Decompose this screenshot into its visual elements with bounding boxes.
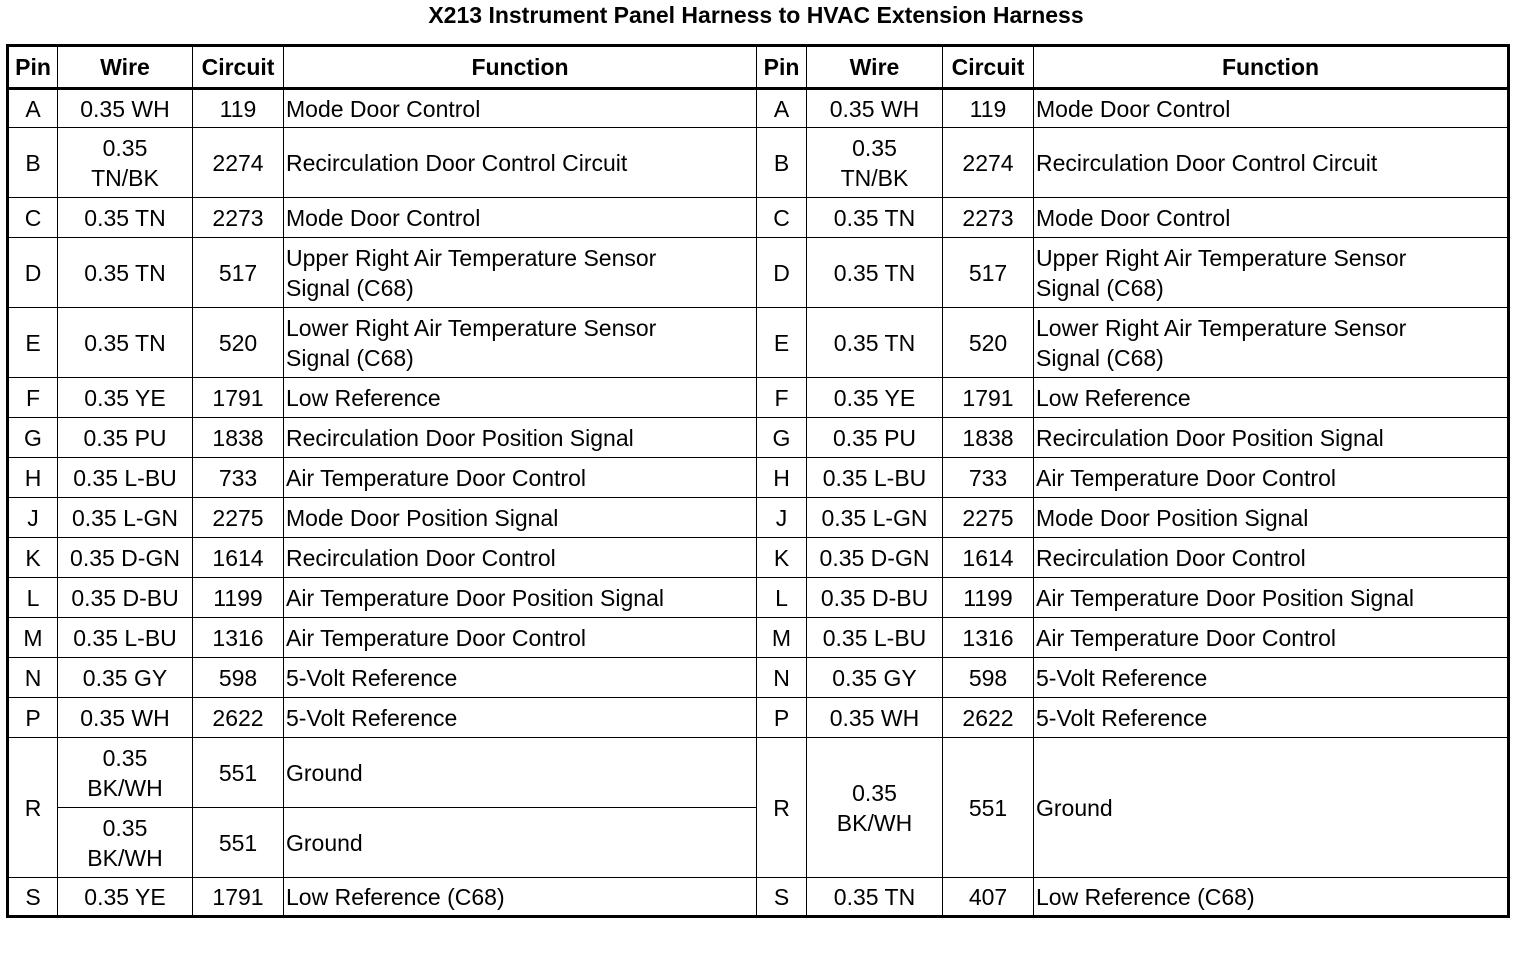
header-row bbox=[8, 46, 1509, 89]
table-row bbox=[8, 878, 1509, 917]
function-cell: Recirculation Door Position Signal bbox=[284, 418, 757, 458]
function-cell: Ground bbox=[1034, 738, 1509, 878]
function-line: Upper Right Air Temperature Sensor bbox=[286, 244, 657, 271]
circuit-cell: 1791 bbox=[193, 878, 284, 917]
table-row bbox=[8, 578, 1509, 618]
circuit-cell: 598 bbox=[193, 658, 284, 698]
circuit-cell: 1838 bbox=[193, 418, 284, 458]
pin-cell: A bbox=[757, 89, 807, 128]
table-row bbox=[8, 198, 1509, 238]
function-cell: Air Temperature Door Control bbox=[284, 618, 757, 658]
function-cell: Recirculation Door Position Signal bbox=[1034, 418, 1509, 458]
header-pin: Pin bbox=[757, 46, 807, 89]
function-line: Upper Right Air Temperature Sensor bbox=[1036, 244, 1407, 271]
table-row bbox=[8, 618, 1509, 658]
circuit-cell: 551 bbox=[193, 738, 284, 808]
pin-cell: J bbox=[8, 498, 58, 538]
function-line: Signal (C68) bbox=[286, 344, 414, 371]
table-row bbox=[8, 738, 1509, 808]
pin-cell: S bbox=[757, 878, 807, 917]
wire-cell bbox=[58, 738, 193, 808]
pin-cell: F bbox=[8, 378, 58, 418]
wire-cell: 0.35 TN bbox=[807, 198, 943, 238]
page-title: X213 Instrument Panel Harness to HVAC Extension Harness bbox=[428, 2, 1084, 28]
wire-cell: 0.35 L-BU bbox=[58, 618, 193, 658]
circuit-cell: 2273 bbox=[193, 198, 284, 238]
circuit-cell: 598 bbox=[943, 658, 1034, 698]
circuit-cell: 119 bbox=[193, 89, 284, 128]
wire-color: BK/WH bbox=[87, 844, 163, 871]
wire-cell bbox=[807, 128, 943, 198]
table-row bbox=[8, 698, 1509, 738]
function-cell: Mode Door Control bbox=[1034, 198, 1509, 238]
function-cell: Mode Door Control bbox=[1034, 89, 1509, 128]
pin-cell: H bbox=[8, 458, 58, 498]
header-circuit: Circuit bbox=[193, 46, 284, 89]
circuit-cell: 119 bbox=[943, 89, 1034, 128]
wire-cell: 0.35 TN bbox=[807, 308, 943, 378]
header-wire: Wire bbox=[58, 46, 193, 89]
function-cell: 5-Volt Reference bbox=[1034, 658, 1509, 698]
pin-cell: S bbox=[8, 878, 58, 917]
function-cell: Recirculation Door Control bbox=[284, 538, 757, 578]
wire-gauge: 0.35 bbox=[102, 134, 148, 161]
pin-cell: P bbox=[757, 698, 807, 738]
pin-cell: M bbox=[8, 618, 58, 658]
pin-cell: K bbox=[8, 538, 58, 578]
function-cell: Mode Door Position Signal bbox=[1034, 498, 1509, 538]
circuit-cell: 1199 bbox=[193, 578, 284, 618]
function-cell: Low Reference (C68) bbox=[1034, 878, 1509, 917]
wire-cell: 0.35 L-BU bbox=[807, 618, 943, 658]
pin-cell: L bbox=[757, 578, 807, 618]
wire-cell: 0.35 L-BU bbox=[807, 458, 943, 498]
function-line: Lower Right Air Temperature Sensor bbox=[286, 314, 657, 341]
function-line: Signal (C68) bbox=[286, 274, 414, 301]
function-cell: Mode Door Control bbox=[284, 89, 757, 128]
function-cell: Air Temperature Door Control bbox=[1034, 618, 1509, 658]
wire-cell: 0.35 D-GN bbox=[807, 538, 943, 578]
pin-cell: G bbox=[8, 418, 58, 458]
table-row bbox=[8, 238, 1509, 308]
circuit-cell: 520 bbox=[193, 308, 284, 378]
header-pin: Pin bbox=[8, 46, 58, 89]
wire-cell: 0.35 TN bbox=[58, 308, 193, 378]
table-row bbox=[8, 89, 1509, 128]
circuit-cell: 2622 bbox=[943, 698, 1034, 738]
wire-cell bbox=[58, 128, 193, 198]
circuit-cell: 1199 bbox=[943, 578, 1034, 618]
circuit-cell: 733 bbox=[193, 458, 284, 498]
function-cell: 5-Volt Reference bbox=[1034, 698, 1509, 738]
wire-cell: 0.35 YE bbox=[58, 878, 193, 917]
connector-pinout-table bbox=[6, 44, 1510, 918]
wire-cell: 0.35 TN bbox=[807, 878, 943, 917]
function-cell: Low Reference bbox=[284, 378, 757, 418]
function-cell: Air Temperature Door Position Signal bbox=[284, 578, 757, 618]
header-function: Function bbox=[1034, 46, 1509, 89]
pin-cell: G bbox=[757, 418, 807, 458]
function-cell: Ground bbox=[284, 738, 757, 808]
function-cell: Low Reference bbox=[1034, 378, 1509, 418]
table-row bbox=[8, 128, 1509, 198]
wire-cell: 0.35 GY bbox=[807, 658, 943, 698]
pin-cell: B bbox=[757, 128, 807, 198]
function-line: Signal (C68) bbox=[1036, 274, 1164, 301]
circuit-cell: 2275 bbox=[193, 498, 284, 538]
function-cell bbox=[284, 308, 757, 378]
table-row bbox=[8, 378, 1509, 418]
circuit-cell: 407 bbox=[943, 878, 1034, 917]
circuit-cell: 1316 bbox=[193, 618, 284, 658]
wire-cell: 0.35 D-BU bbox=[58, 578, 193, 618]
pin-cell: E bbox=[8, 308, 58, 378]
wire-gauge: 0.35 bbox=[102, 744, 148, 771]
function-cell: Recirculation Door Control Circuit bbox=[1034, 128, 1509, 198]
table-row bbox=[8, 308, 1509, 378]
wire-gauge: 0.35 bbox=[102, 814, 148, 841]
wire-cell: 0.35 YE bbox=[807, 378, 943, 418]
table-row bbox=[8, 418, 1509, 458]
function-cell: 5-Volt Reference bbox=[284, 658, 757, 698]
circuit-cell: 1614 bbox=[193, 538, 284, 578]
circuit-cell: 517 bbox=[943, 238, 1034, 308]
pin-cell: B bbox=[8, 128, 58, 198]
wire-color: BK/WH bbox=[87, 774, 163, 801]
wire-cell: 0.35 L-GN bbox=[58, 498, 193, 538]
pin-cell: N bbox=[757, 658, 807, 698]
function-cell: Air Temperature Door Position Signal bbox=[1034, 578, 1509, 618]
table-row bbox=[8, 658, 1509, 698]
pin-cell: N bbox=[8, 658, 58, 698]
wire-cell: 0.35 WH bbox=[807, 89, 943, 128]
wire-cell: 0.35 WH bbox=[58, 89, 193, 128]
function-cell: Ground bbox=[284, 808, 757, 878]
table-row bbox=[8, 498, 1509, 538]
circuit-cell: 1614 bbox=[943, 538, 1034, 578]
wire-cell: 0.35 WH bbox=[58, 698, 193, 738]
function-cell bbox=[284, 238, 757, 308]
function-cell: Mode Door Position Signal bbox=[284, 498, 757, 538]
circuit-cell: 2274 bbox=[943, 128, 1034, 198]
pin-cell: P bbox=[8, 698, 58, 738]
pin-cell: F bbox=[757, 378, 807, 418]
pin-cell: H bbox=[757, 458, 807, 498]
function-cell: Air Temperature Door Control bbox=[1034, 458, 1509, 498]
wire-cell: 0.35 D-BU bbox=[807, 578, 943, 618]
wire-color: TN/BK bbox=[840, 164, 909, 191]
wire-cell: 0.35 TN bbox=[58, 198, 193, 238]
circuit-cell: 551 bbox=[943, 738, 1034, 878]
header-function: Function bbox=[284, 46, 757, 89]
function-cell: Recirculation Door Control bbox=[1034, 538, 1509, 578]
pin-cell: R bbox=[8, 738, 58, 878]
wire-color: BK/WH bbox=[836, 809, 913, 836]
pin-cell: L bbox=[8, 578, 58, 618]
pin-cell: D bbox=[8, 238, 58, 308]
function-cell bbox=[1034, 238, 1509, 308]
function-cell bbox=[1034, 308, 1509, 378]
header-circuit: Circuit bbox=[943, 46, 1034, 89]
circuit-cell: 2622 bbox=[193, 698, 284, 738]
wire-cell: 0.35 D-GN bbox=[58, 538, 193, 578]
wire-cell: 0.35 PU bbox=[807, 418, 943, 458]
wire-cell: 0.35 GY bbox=[58, 658, 193, 698]
pin-cell: M bbox=[757, 618, 807, 658]
pin-cell: K bbox=[757, 538, 807, 578]
circuit-cell: 1838 bbox=[943, 418, 1034, 458]
circuit-cell: 520 bbox=[943, 308, 1034, 378]
function-cell: Mode Door Control bbox=[284, 198, 757, 238]
function-line: Lower Right Air Temperature Sensor bbox=[1036, 314, 1407, 341]
pin-cell: E bbox=[757, 308, 807, 378]
wire-gauge: 0.35 bbox=[852, 134, 897, 161]
table-row bbox=[8, 458, 1509, 498]
wire-gauge: 0.35 bbox=[852, 779, 897, 806]
function-cell: 5-Volt Reference bbox=[284, 698, 757, 738]
pin-cell: J bbox=[757, 498, 807, 538]
wire-cell: 0.35 L-GN bbox=[807, 498, 943, 538]
pin-cell: A bbox=[8, 89, 58, 128]
function-cell: Recirculation Door Control Circuit bbox=[284, 128, 757, 198]
wire-cell: 0.35 PU bbox=[58, 418, 193, 458]
circuit-cell: 551 bbox=[193, 808, 284, 878]
wire-cell: 0.35 YE bbox=[58, 378, 193, 418]
header-wire: Wire bbox=[807, 46, 943, 89]
function-cell: Low Reference (C68) bbox=[284, 878, 757, 917]
pin-cell: D bbox=[757, 238, 807, 308]
wire-cell: 0.35 L-BU bbox=[58, 458, 193, 498]
circuit-cell: 1791 bbox=[193, 378, 284, 418]
function-line: Signal (C68) bbox=[1036, 344, 1164, 371]
table-row bbox=[8, 538, 1509, 578]
circuit-cell: 1316 bbox=[943, 618, 1034, 658]
wire-cell: 0.35 TN bbox=[58, 238, 193, 308]
pin-cell: C bbox=[757, 198, 807, 238]
wire-cell bbox=[807, 738, 943, 878]
pin-cell: C bbox=[8, 198, 58, 238]
circuit-cell: 517 bbox=[193, 238, 284, 308]
circuit-cell: 2273 bbox=[943, 198, 1034, 238]
circuit-cell: 2275 bbox=[943, 498, 1034, 538]
circuit-cell: 733 bbox=[943, 458, 1034, 498]
wire-cell: 0.35 WH bbox=[807, 698, 943, 738]
wire-cell: 0.35 TN bbox=[807, 238, 943, 308]
wire-color: TN/BK bbox=[91, 164, 159, 191]
circuit-cell: 2274 bbox=[193, 128, 284, 198]
function-cell: Air Temperature Door Control bbox=[284, 458, 757, 498]
circuit-cell: 1791 bbox=[943, 378, 1034, 418]
pin-cell: R bbox=[757, 738, 807, 878]
wire-cell bbox=[58, 808, 193, 878]
